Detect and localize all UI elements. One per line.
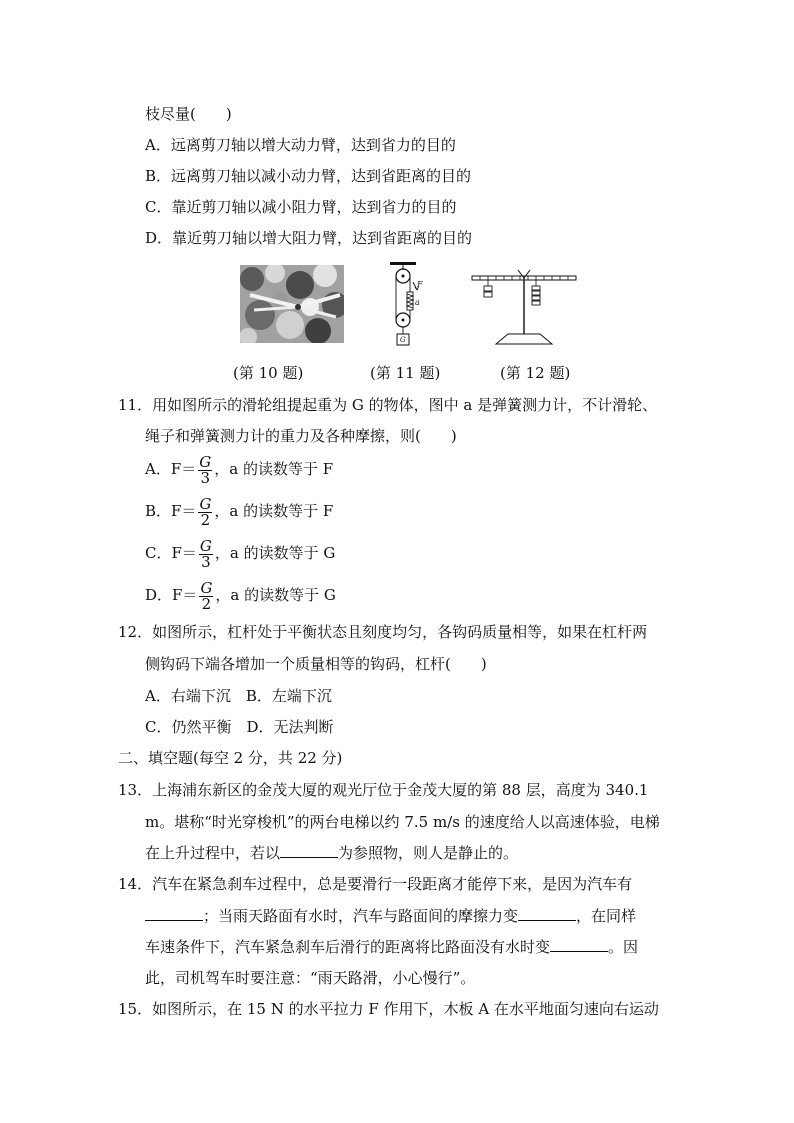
- q11-option-d-suffix: ，a 的读数等于 G: [215, 586, 336, 604]
- q14-line3-text-b: 。因: [608, 938, 639, 956]
- q12-options-cd: C．仍然平衡 D．无法判断: [145, 718, 334, 736]
- q11-option-c-prefix: C．F＝: [145, 544, 197, 562]
- q11-option-a-suffix: ，a 的读数等于 F: [214, 460, 334, 478]
- q11-option-b-fraction: [198, 494, 212, 529]
- q10-option-d: D．靠近剪刀轴以增大阻力臂，达到省距离的目的: [145, 229, 473, 247]
- q11-option-b: [145, 494, 333, 528]
- figure-12-lever: [468, 268, 580, 354]
- q10-option-a: A．远离剪刀轴以增大动力臂，达到省力的目的: [145, 136, 456, 154]
- q12-options-ab: A．右端下沉 B．左端下沉: [145, 687, 332, 705]
- q12-stem-line2: 侧钩码下端各增加一个质量相等的钩码，杠杆( ): [145, 655, 487, 673]
- fraction-denominator: 3: [200, 468, 211, 487]
- q15-line1: 15．如图所示，在 15 N 的水平拉力 F 作用下，木板 A 在水平地面匀速向右运动: [118, 1000, 659, 1018]
- q14-line1: 14．汽车在紧急刹车过程中，总是要滑行一段距离才能停下来，是因为汽车有: [118, 875, 633, 893]
- q13-line1: 13．上海浦东新区的金茂大厦的观光厅位于金茂大厦的第 88 层，高度为 340.1: [118, 781, 649, 799]
- figure-11-label-g: G: [400, 336, 406, 344]
- q14-line2: [145, 906, 636, 926]
- q11-option-a-prefix: A．F＝: [145, 460, 197, 478]
- fraction-denominator: 2: [201, 594, 212, 613]
- fraction-numerator: G: [199, 536, 212, 555]
- q11-option-a: [145, 452, 333, 486]
- figure-10-photo: [240, 265, 344, 347]
- figure-11-caption: (第 11 题): [370, 364, 441, 382]
- q14-line3: [145, 937, 638, 957]
- q14-line3-text-a: 车速条件下，汽车紧急刹车后滑行的距离将比路面没有水时变: [145, 938, 551, 956]
- q11-option-d-prefix: D．F＝: [145, 586, 198, 604]
- fraction-numerator: G: [200, 578, 213, 597]
- q13-line3-text-b: 为参照物，则人是静止的。: [338, 844, 519, 862]
- fraction-numerator: G: [199, 452, 212, 471]
- q14-answer-blank-2[interactable]: [518, 906, 576, 921]
- q12-stem-line1: 12．如图所示，杠杆处于平衡状态且刻度均匀，各钩码质量相等，如果在杠杆两: [118, 623, 648, 641]
- q11-option-c-fraction: [199, 536, 213, 571]
- figure-12-caption: (第 12 题): [500, 364, 571, 382]
- figure-11-label-a: a: [415, 298, 420, 307]
- q11-option-c: [145, 536, 335, 570]
- fraction-numerator: G: [199, 494, 212, 513]
- q14-answer-blank-3[interactable]: [550, 937, 608, 952]
- q13-line2: m。堪称“时光穿梭机”的两台电梯以约 7.5 m/s 的速度给人以高速体验，电梯: [145, 813, 660, 831]
- q11-option-c-suffix: ，a 的读数等于 G: [214, 544, 336, 562]
- fraction-denominator: 2: [200, 510, 211, 529]
- figure-11-label-f: F: [417, 280, 423, 289]
- figure-11-pulley: [386, 262, 426, 356]
- q11-option-b-prefix: B．F＝: [145, 502, 197, 520]
- section-2-heading: 二、填空题(每空 2 分，共 22 分): [118, 749, 343, 767]
- q11-option-a-fraction: [198, 452, 212, 487]
- q10-stem-cont: 枝尽量( ): [145, 105, 232, 123]
- q13-line3: [145, 843, 518, 863]
- fraction-denominator: 3: [201, 552, 211, 571]
- q13-line3-text-a: 在上升过程中，若以: [145, 844, 281, 862]
- figure-10-caption: (第 10 题): [233, 364, 304, 382]
- q10-option-c: C．靠近剪刀轴以减小阻力臂，达到省力的目的: [145, 198, 457, 216]
- q13-answer-blank[interactable]: [280, 843, 338, 858]
- q14-line2-text-a: ；当雨天路面有水时，汽车与路面间的摩擦力变: [203, 907, 519, 925]
- q10-option-b: B．远离剪刀轴以减小动力臂，达到省距离的目的: [145, 167, 472, 185]
- q11-option-d: [145, 578, 336, 612]
- q14-line2-text-b: ，在同样: [576, 907, 637, 925]
- q11-stem-line2: 绳子和弹簧测力计的重力及各种摩擦，则( ): [145, 427, 457, 445]
- q11-option-d-fraction: [199, 578, 213, 613]
- q14-line4: 此，司机驾车时要注意：“雨天路滑，小心慢行”。: [145, 969, 476, 987]
- q11-option-b-suffix: ，a 的读数等于 F: [214, 502, 334, 520]
- q11-stem-line1: 11．用如图所示的滑轮组提起重为 G 的物体，图中 a 是弹簧测力计，不计滑轮、: [118, 396, 658, 414]
- q14-answer-blank-1[interactable]: [145, 906, 203, 921]
